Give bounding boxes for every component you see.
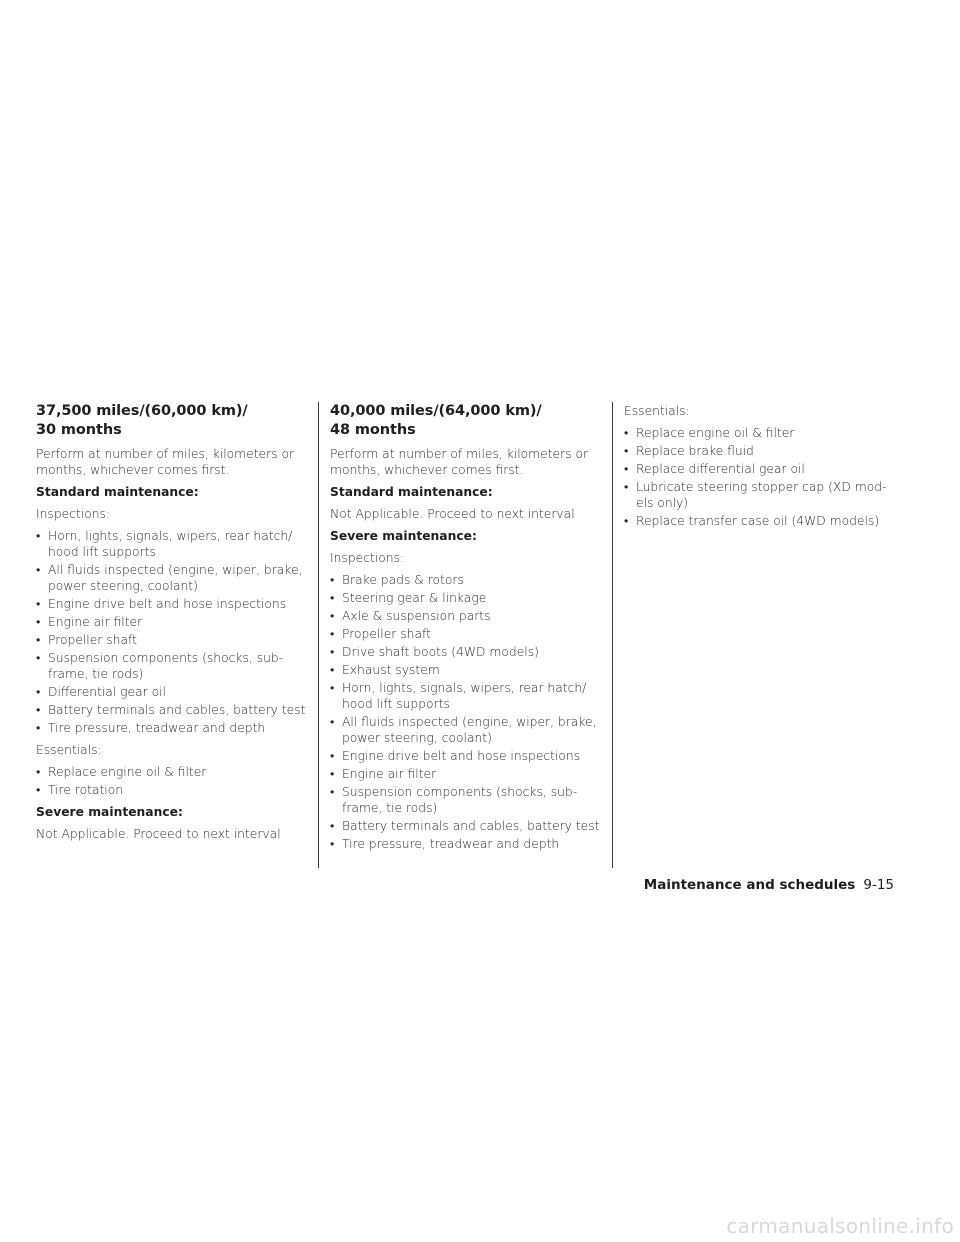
column-40000-miles bbox=[330, 402, 602, 858]
intro-text: Perform at number of miles, kilometers or months, whichever comes first. bbox=[36, 447, 295, 477]
list-item: • Engine drive belt and hose inspections bbox=[330, 748, 602, 764]
heading-line-1: 40,000 miles/(64,000 km)/ bbox=[330, 403, 542, 419]
list-item: • Engine air filter bbox=[330, 766, 602, 782]
list-item: • Replace brake fluid bbox=[624, 443, 896, 459]
list-item: • Replace transfer case oil (4WD models) bbox=[624, 513, 896, 529]
list-item: • Tire pressure, treadwear and depth bbox=[36, 720, 308, 736]
interval-heading-37500 bbox=[36, 402, 308, 440]
section-title: Maintenance and schedules bbox=[643, 877, 856, 893]
severe-maintenance-heading: Severe maintenance: bbox=[36, 805, 183, 819]
list-item: • Exhaust system bbox=[330, 662, 602, 678]
list-item: • Suspension components (shocks, sub- frame, tie rods) bbox=[330, 784, 602, 816]
list-item: • All fluids inspected (engine, wiper, brake, power steering, coolant) bbox=[330, 714, 602, 746]
list-item: • Horn, lights, signals, wipers, rear hatch/ hood lift supports bbox=[36, 528, 308, 560]
list-item: • Differential gear oil bbox=[36, 684, 308, 700]
list-item: • All fluids inspected (engine, wiper, brake, power steering, coolant) bbox=[36, 562, 308, 594]
standard-maintenance-text: Not Applicable. Proceed to next interval bbox=[330, 507, 575, 521]
essentials-list bbox=[624, 425, 896, 529]
standard-maintenance-heading: Standard maintenance: bbox=[36, 485, 199, 499]
heading-line-2: 30 months bbox=[36, 422, 122, 438]
page-footer bbox=[644, 877, 894, 893]
list-item: • Replace engine oil & filter bbox=[36, 764, 308, 780]
heading-line-1: 37,500 miles/(60,000 km)/ bbox=[36, 403, 248, 419]
list-item: • Engine drive belt and hose inspections bbox=[36, 596, 308, 612]
list-item: • Engine air filter bbox=[36, 614, 308, 630]
list-item: • Horn, lights, signals, wipers, rear hatch/ hood lift supports bbox=[330, 680, 602, 712]
essentials-label: Essentials: bbox=[624, 404, 690, 418]
essentials-list bbox=[36, 764, 308, 798]
standard-maintenance-heading: Standard maintenance: bbox=[330, 485, 493, 499]
column-divider bbox=[612, 402, 613, 868]
inspections-label: Inspections: bbox=[36, 507, 111, 521]
list-item: • Propeller shaft bbox=[36, 632, 308, 648]
list-item: • Brake pads & rotors bbox=[330, 572, 602, 588]
list-item: • Steering gear & linkage bbox=[330, 590, 602, 606]
list-item: • Replace engine oil & filter bbox=[624, 425, 896, 441]
page-number: 9-15 bbox=[863, 877, 894, 893]
list-item: • Lubricate steering stopper cap (XD mod- els only) bbox=[624, 479, 896, 511]
heading-line-2: 48 months bbox=[330, 422, 416, 438]
intro-text: Perform at number of miles, kilometers or months, whichever comes first. bbox=[330, 447, 589, 477]
list-item: • Tire pressure, treadwear and depth bbox=[330, 836, 602, 852]
essentials-label: Essentials: bbox=[36, 743, 102, 757]
column-37500-miles bbox=[36, 402, 308, 848]
list-item: • Suspension components (shocks, sub- frame, tie rods) bbox=[36, 650, 308, 682]
interval-heading-40000 bbox=[330, 402, 602, 440]
severe-maintenance-text: Not Applicable. Proceed to next interval bbox=[36, 827, 281, 841]
inspections-label: Inspections: bbox=[330, 551, 405, 565]
list-item: • Tire rotation bbox=[36, 782, 308, 798]
column-divider bbox=[318, 402, 319, 868]
inspections-list bbox=[330, 572, 602, 852]
list-item: • Drive shaft boots (4WD models) bbox=[330, 644, 602, 660]
list-item: • Battery terminals and cables, battery test bbox=[36, 702, 308, 718]
severe-maintenance-heading: Severe maintenance: bbox=[330, 529, 477, 543]
column-40000-essentials bbox=[624, 403, 896, 535]
list-item: • Propeller shaft bbox=[330, 626, 602, 642]
list-item: • Replace differential gear oil bbox=[624, 461, 896, 477]
list-item: • Battery terminals and cables, battery test bbox=[330, 818, 602, 834]
inspections-list bbox=[36, 528, 308, 736]
list-item: • Axle & suspension parts bbox=[330, 608, 602, 624]
watermark: carmanualsonline.info bbox=[726, 1214, 954, 1238]
